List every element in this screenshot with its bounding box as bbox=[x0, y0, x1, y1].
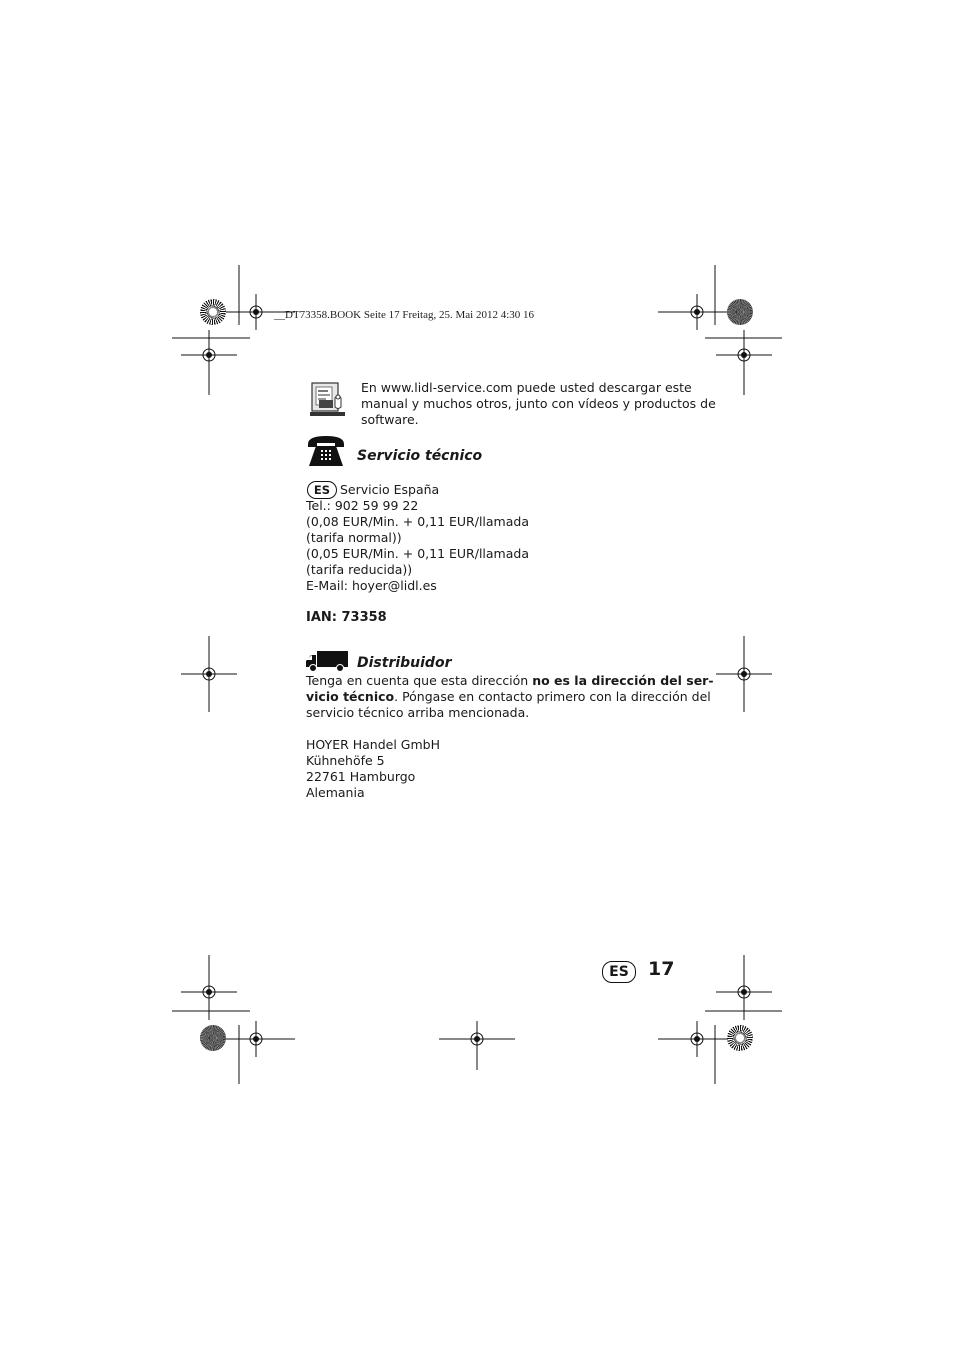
service-email: E-Mail: hoyer@lidl.es bbox=[306, 578, 437, 593]
service-name: Servicio España bbox=[340, 482, 440, 497]
notice-line: servicio técnico arriba mencionada. bbox=[306, 705, 530, 720]
registration-circle-icon bbox=[200, 299, 226, 325]
distributor-heading: Distribuidor bbox=[357, 655, 452, 671]
es-country-badge: ES bbox=[307, 481, 337, 499]
registration-circle-icon bbox=[727, 1025, 753, 1051]
address-line: Kühnehöfe 5 bbox=[306, 753, 385, 768]
ian-number: IAN: 73358 bbox=[306, 610, 387, 625]
notice-text: . Póngase en contacto primero con la dirección del bbox=[394, 689, 711, 704]
address-line: Alemania bbox=[306, 785, 365, 800]
distributor-address bbox=[306, 737, 440, 801]
service-line: (0,05 EUR/Min. + 0,11 EUR/llamada bbox=[306, 546, 529, 561]
service-heading: Servicio técnico bbox=[357, 448, 483, 464]
distributor-notice bbox=[306, 673, 714, 721]
notice-bold: vicio técnico bbox=[306, 689, 395, 704]
notice-line bbox=[306, 689, 714, 705]
notice-line bbox=[306, 673, 714, 689]
download-manual-icon bbox=[309, 380, 347, 418]
truck-icon bbox=[306, 651, 348, 673]
download-line: manual y muchos otros, junto con vídeos y productos de bbox=[361, 396, 716, 411]
address-line: 22761 Hamburgo bbox=[306, 769, 416, 784]
telephone-icon bbox=[306, 434, 346, 468]
download-line: En www.lidl-service.com puede usted descargar este bbox=[361, 380, 692, 395]
download-line: software. bbox=[361, 412, 419, 427]
footer-es-badge: ES bbox=[602, 961, 636, 983]
service-line: Tel.: 902 59 99 22 bbox=[306, 498, 419, 513]
page-number: 17 bbox=[648, 958, 675, 980]
notice-bold: no es la dirección del ser- bbox=[532, 673, 714, 688]
notice-text: Tenga en cuenta que esta dirección bbox=[306, 673, 533, 688]
service-line: (tarifa reducida)) bbox=[306, 562, 413, 577]
service-contact bbox=[306, 498, 529, 594]
address-line: HOYER Handel GmbH bbox=[306, 737, 440, 752]
service-line: (tarifa normal)) bbox=[306, 530, 402, 545]
registration-circle-icon bbox=[200, 1025, 226, 1051]
download-text bbox=[361, 380, 716, 428]
print-header: __DT73358.BOOK Seite 17 Freitag, 25. Mai 2012 4:30 16 bbox=[274, 309, 535, 321]
service-line: (0,08 EUR/Min. + 0,11 EUR/llamada bbox=[306, 514, 529, 529]
registration-circle-icon bbox=[727, 299, 753, 325]
